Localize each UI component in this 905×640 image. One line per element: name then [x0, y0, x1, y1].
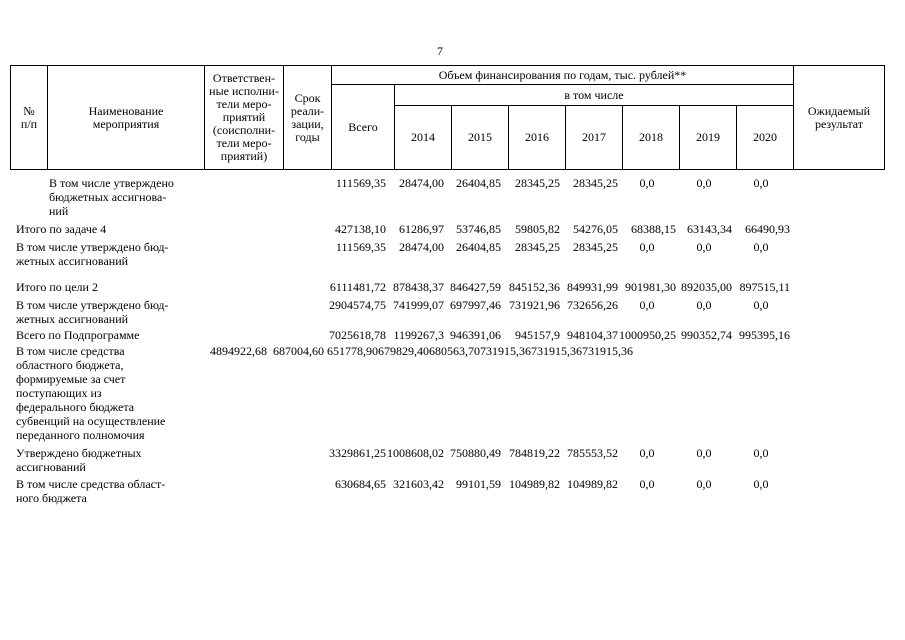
- row-label-line: ассигнований: [16, 460, 86, 474]
- row-year-2020: 0,0: [753, 477, 769, 491]
- row-total: 2904574,75: [329, 298, 386, 312]
- header-year: 2014: [395, 106, 452, 170]
- row-year-2019: 0,0: [696, 477, 712, 491]
- row-label: [16, 446, 191, 474]
- row-label: [16, 280, 191, 294]
- row-year-2020: 0,0: [753, 240, 769, 254]
- row-label-line: Итого по цели 2: [16, 280, 98, 294]
- header-num: № п/п: [11, 66, 48, 170]
- row-year-2014: 28474,00: [399, 240, 444, 254]
- row-total: 7025618,78: [329, 328, 386, 342]
- row-year-2017: 785553,52: [567, 446, 618, 460]
- row-year-2017: 54276,05: [573, 222, 618, 236]
- row-label: [16, 240, 191, 268]
- header-term: Срок реали- зации, годы: [284, 66, 332, 170]
- row-year-2020: 897515,11: [739, 280, 790, 294]
- header-total: Всего: [332, 85, 395, 170]
- row-values-line: 4894922,68 687004,60 651778,90679829,40680563,70731915,36731915,36731915,36: [210, 344, 633, 358]
- row-year-2016: 945157,9: [515, 328, 560, 342]
- row-label-line: Итого по задаче 4: [16, 222, 107, 236]
- row-label-line: ного бюджета: [16, 491, 87, 505]
- row-year-2019: 63143,34: [687, 222, 732, 236]
- header-year: 2016: [509, 106, 566, 170]
- row-year-2017: 104989,82: [567, 477, 618, 491]
- row-year-2018: 68388,15: [631, 222, 676, 236]
- row-total: 3329861,25: [329, 446, 386, 460]
- row-label-line: поступающих из: [16, 386, 102, 400]
- row-label-line: жетных ассигнований: [16, 312, 129, 326]
- row-label-line: В том числе средства: [16, 344, 125, 358]
- row-total: 111569,35: [335, 176, 386, 190]
- row-label: [16, 222, 191, 236]
- row-year-2019: 0,0: [696, 446, 712, 460]
- header-responsible: Ответствен- ные исполни- тели меро- приятий (соисполни- тели меро- приятий): [205, 66, 284, 170]
- row-year-2020: 0,0: [753, 446, 769, 460]
- row-year-2019: 0,0: [696, 176, 712, 190]
- header-including: в том числе: [395, 85, 794, 106]
- row-year-2020: 0,0: [753, 176, 769, 190]
- row-year-2019: 0,0: [696, 240, 712, 254]
- row-label-line: переданного полномочия: [16, 428, 145, 442]
- row-year-2020: 995395,16: [739, 328, 790, 342]
- row-year-2018: 0,0: [639, 176, 655, 190]
- row-year-2017: 28345,25: [573, 176, 618, 190]
- row-year-2015: 99101,59: [456, 477, 501, 491]
- row-year-2019: 0,0: [696, 298, 712, 312]
- row-label-line: В том числе утверждено бюд-: [16, 298, 169, 312]
- row-year-2014: 741999,07: [393, 298, 444, 312]
- row-label: [16, 344, 191, 442]
- header-name: Наименование мероприятия: [48, 66, 205, 170]
- row-year-2014: 1199267,3: [393, 328, 444, 342]
- header-funding: Объем финансирования по годам, тыс. рублей**: [332, 66, 794, 85]
- row-year-2015: 26404,85: [456, 176, 501, 190]
- header-year: 2020: [737, 106, 794, 170]
- row-year-2016: 845152,36: [509, 280, 560, 294]
- row-year-2015: 750880,49: [450, 446, 501, 460]
- row-year-2015: 26404,85: [456, 240, 501, 254]
- row-label-line: формируемые за счет: [16, 372, 126, 386]
- row-year-2017: 849931,99: [567, 280, 618, 294]
- row-year-2017: 732656,26: [567, 298, 618, 312]
- row-year-2014: 321603,42: [393, 477, 444, 491]
- row-year-2018: 901981,30: [625, 280, 676, 294]
- row-label-line: В том числе утверждено: [49, 176, 174, 190]
- row-total: 427138,10: [335, 222, 386, 236]
- row-year-2015: 53746,85: [456, 222, 501, 236]
- row-label: [16, 328, 191, 342]
- row-year-2017: 948104,37: [567, 328, 618, 342]
- row-year-2016: 731921,96: [509, 298, 560, 312]
- row-year-2015: 946391,06: [450, 328, 501, 342]
- row-year-2016: 784819,22: [509, 446, 560, 460]
- row-total: 6111481,72: [329, 280, 386, 294]
- row-year-2018: 0,0: [639, 446, 655, 460]
- row-label-line: федерального бюджета: [16, 400, 135, 414]
- row-label: [16, 298, 191, 326]
- row-label-line: бюджетных ассигнова-: [49, 190, 167, 204]
- row-total: 111569,35: [335, 240, 386, 254]
- row-label-line: Утверждено бюджетных: [16, 446, 142, 460]
- row-year-2018: 1000950,25: [619, 328, 676, 342]
- row-year-2018: 0,0: [639, 240, 655, 254]
- row-year-2015: 846427,59: [450, 280, 501, 294]
- header-year: 2018: [623, 106, 680, 170]
- header-year: 2015: [452, 106, 509, 170]
- row-label: [16, 477, 191, 505]
- row-year-2018: 0,0: [639, 477, 655, 491]
- header-year: 2017: [566, 106, 623, 170]
- row-year-2014: 878438,37: [393, 280, 444, 294]
- row-total: 630684,65: [335, 477, 386, 491]
- row-year-2014: 1008608,02: [387, 446, 444, 460]
- row-year-2020: 0,0: [753, 298, 769, 312]
- row-year-2014: 28474,00: [399, 176, 444, 190]
- row-label-line: Всего по Подпрограмме: [16, 328, 140, 342]
- row-year-2015: 697997,46: [450, 298, 501, 312]
- row-year-2016: 28345,25: [515, 176, 560, 190]
- header-year: 2019: [680, 106, 737, 170]
- row-year-2016: 28345,25: [515, 240, 560, 254]
- row-year-2020: 66490,93: [745, 222, 790, 236]
- page-number: 7: [437, 44, 443, 58]
- row-label-line: В том числе средства област-: [16, 477, 166, 491]
- row-label-line: В том числе утверждено бюд-: [16, 240, 169, 254]
- row-year-2016: 59805,82: [515, 222, 560, 236]
- row-year-2014: 61286,97: [399, 222, 444, 236]
- row-label-line: ний: [49, 204, 69, 218]
- row-label-line: жетных ассигнований: [16, 254, 129, 268]
- row-label-line: субвенций на осуществление: [16, 414, 166, 428]
- row-year-2018: 0,0: [639, 298, 655, 312]
- row-year-2016: 104989,82: [509, 477, 560, 491]
- header-expected: Ожидаемый результат: [794, 66, 885, 170]
- row-year-2017: 28345,25: [573, 240, 618, 254]
- row-label-line: областного бюджета,: [16, 358, 124, 372]
- row-year-2019: 990352,74: [681, 328, 732, 342]
- row-label: [49, 176, 192, 218]
- row-year-2019: 892035,00: [681, 280, 732, 294]
